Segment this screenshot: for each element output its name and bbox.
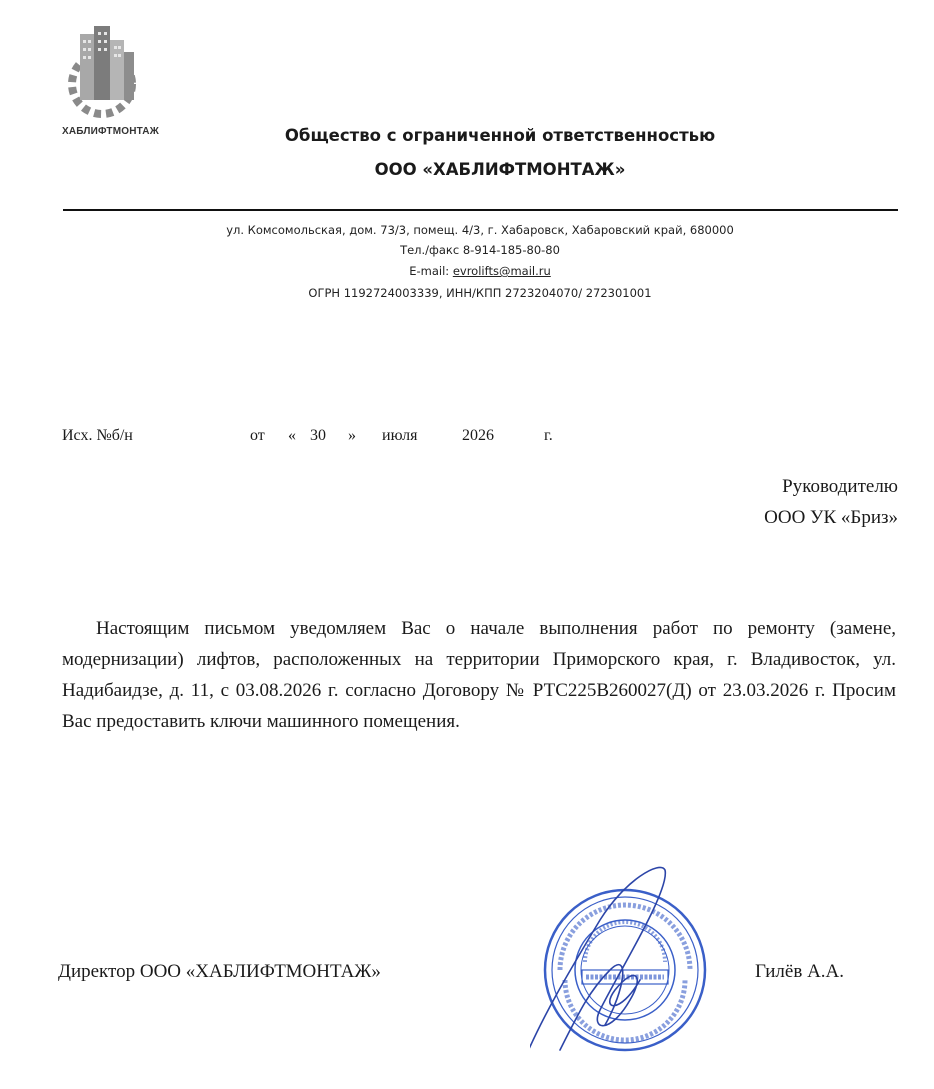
company-address: ул. Комсомольская, дом. 73/3, помещ. 4/3, г. Хабаровск, Хабаровский край, 680000	[226, 223, 734, 237]
company-title-line2: ООО «ХАБЛИФТМОНТАЖ»	[374, 160, 626, 179]
logo-caption: ХАБЛИФТМОНТАЖ	[62, 126, 159, 137]
date-year-suffix: г.	[544, 427, 553, 444]
date-quote-close: »	[348, 427, 356, 444]
date-month: июля	[382, 427, 418, 444]
company-email-line	[180, 264, 780, 278]
signer-position: Директор ООО «ХАБЛИФТМОНТАЖ»	[58, 961, 381, 982]
date-from-label: от	[250, 427, 265, 444]
addressee-organization: ООО УК «Бриз»	[764, 507, 898, 528]
date-day: 30	[310, 427, 326, 444]
date-quote-open: «	[288, 427, 296, 444]
company-seal-with-signature	[530, 850, 720, 1080]
outgoing-number: Исх. №б/н	[62, 427, 133, 444]
signer-name: Гилёв А.А.	[755, 961, 845, 982]
company-phone: Тел./факс 8-914-185-80-80	[400, 243, 560, 257]
email-label: E-mail:	[409, 264, 453, 278]
company-logo	[60, 22, 170, 122]
addressee-position: Руководителю	[782, 476, 898, 497]
header-divider	[63, 209, 898, 211]
date-year: 2026	[462, 427, 494, 444]
company-title-line1: Общество с ограниченной ответственностью	[284, 126, 716, 145]
email-link[interactable]: evrolifts@mail.ru	[452, 264, 551, 278]
company-registration: ОГРН 1192724003339, ИНН/КПП 2723204070/ 272301001	[308, 286, 652, 300]
letter-body: Настоящим письмом уведомляем Вас о начале выполнения работ по ремонту (замене, модернизации) лифтов, расположенных на территории Приморского края, г. Владивосток, ул. Надибаидзе, д. 11, с 03.08.2026 г. согласно Договору № РТС225В260027(Д) от 23.03.2026 г. Просим Вас предоставить ключи машинного помещения.	[62, 618, 896, 732]
